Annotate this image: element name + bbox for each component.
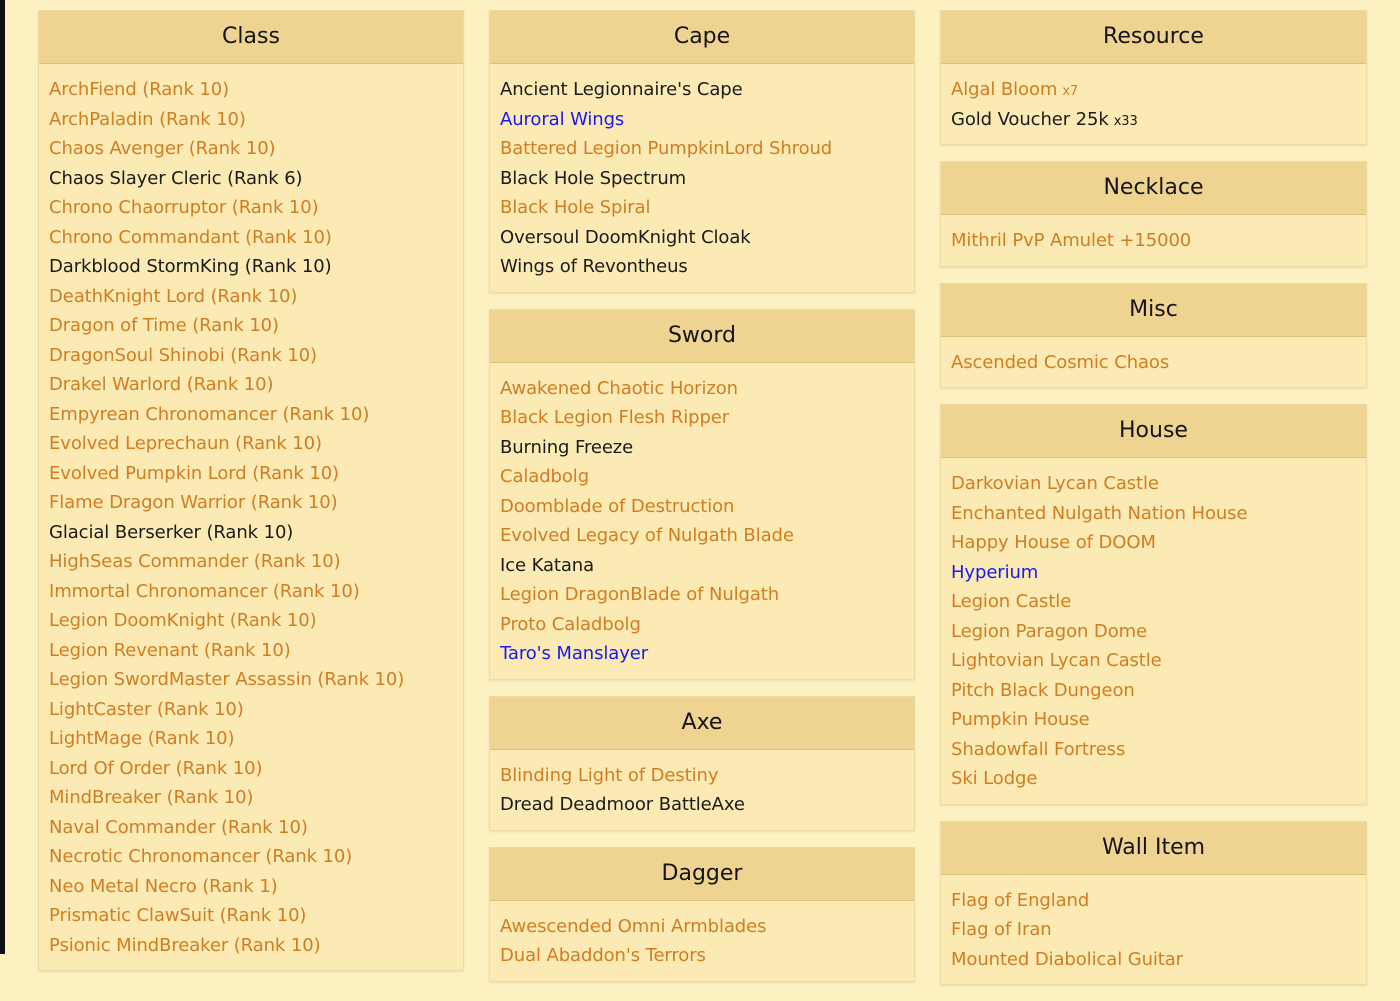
item-link[interactable] xyxy=(49,282,453,312)
item-name: LightCaster (Rank 10) xyxy=(49,698,244,720)
item-link[interactable] xyxy=(951,915,1356,945)
item-link[interactable] xyxy=(500,193,904,223)
item-link[interactable] xyxy=(500,374,904,404)
item-link[interactable] xyxy=(500,492,904,522)
item-name: Darkblood StormKing (Rank 10) xyxy=(49,256,332,277)
item-name: DragonSoul Shinobi (Rank 10) xyxy=(49,344,317,366)
item-name: Lord Of Order (Rank 10) xyxy=(49,757,263,779)
item-link[interactable] xyxy=(500,580,904,610)
item-name: Lightovian Lycan Castle xyxy=(951,650,1162,671)
panel-necklace-title: Necklace xyxy=(941,162,1366,215)
item-link[interactable] xyxy=(500,462,904,492)
item-name: Legion Castle xyxy=(951,591,1072,612)
item-name: Dread Deadmoor BattleAxe xyxy=(500,794,745,815)
panel-resource-list xyxy=(941,64,1366,144)
item-link xyxy=(500,551,904,581)
panel-necklace xyxy=(940,161,1367,267)
item-name: Chrono Chaorruptor (Rank 10) xyxy=(49,197,319,218)
item-link xyxy=(49,164,453,194)
item-link[interactable] xyxy=(49,901,453,931)
item-name: Awakened Chaotic Horizon xyxy=(500,377,738,399)
panel-class xyxy=(38,10,464,971)
panel-house-list xyxy=(941,458,1366,804)
item-name: Taro's Manslayer xyxy=(500,643,649,664)
item-link[interactable] xyxy=(500,639,904,669)
panel-wall-item xyxy=(940,821,1367,986)
item-name: Mounted Diabolical Guitar xyxy=(951,948,1183,970)
item-name: Chrono Commandant (Rank 10) xyxy=(49,226,332,248)
item-link[interactable] xyxy=(49,783,453,813)
item-link[interactable] xyxy=(951,469,1356,499)
item-link[interactable] xyxy=(500,105,904,135)
item-name: Auroral Wings xyxy=(500,108,625,130)
item-link[interactable] xyxy=(951,735,1356,765)
item-name: Shadowfall Fortress xyxy=(951,738,1126,760)
item-name: Ski Lodge xyxy=(951,768,1038,789)
item-link[interactable] xyxy=(951,499,1356,529)
item-name: Burning Freeze xyxy=(500,436,634,458)
item-link[interactable] xyxy=(49,223,453,253)
panel-dagger xyxy=(489,847,915,982)
item-link[interactable] xyxy=(500,941,904,971)
item-name: Prismatic ClawSuit (Rank 10) xyxy=(49,905,307,926)
item-name: Drakel Warlord (Rank 10) xyxy=(49,374,274,395)
item-link[interactable] xyxy=(951,705,1356,735)
item-name: Battered Legion PumpkinLord Shroud xyxy=(500,138,833,159)
item-link[interactable] xyxy=(49,665,453,695)
item-name: Blinding Light of Destiny xyxy=(500,764,719,786)
item-link[interactable] xyxy=(500,403,904,433)
item-link[interactable] xyxy=(951,617,1356,647)
item-link[interactable] xyxy=(49,577,453,607)
item-name: Legion Paragon Dome xyxy=(951,620,1148,642)
item-name: Gold Voucher 25k xyxy=(951,108,1109,130)
item-link[interactable] xyxy=(500,610,904,640)
item-link xyxy=(500,433,904,463)
item-link[interactable] xyxy=(951,528,1356,558)
item-name: Black Hole Spiral xyxy=(500,197,651,218)
panel-resource-title: Resource xyxy=(941,11,1366,64)
item-name: Ancient Legionnaire's Cape xyxy=(500,79,743,100)
item-link[interactable] xyxy=(49,488,453,518)
item-quantity: x7 xyxy=(1062,84,1079,99)
panel-axe-list xyxy=(490,750,914,830)
column-middle xyxy=(489,10,915,998)
item-name: Dragon of Time (Rank 10) xyxy=(49,315,279,336)
item-name: Flag of England xyxy=(951,889,1090,911)
item-link[interactable] xyxy=(951,945,1356,975)
panel-dagger-list xyxy=(490,901,914,981)
item-name: Caladbolg xyxy=(500,466,590,487)
item-name: Ice Katana xyxy=(500,554,595,576)
item-name: Naval Commander (Rank 10) xyxy=(49,816,308,838)
item-name: Glacial Berserker (Rank 10) xyxy=(49,521,294,543)
panel-dagger-title: Dagger xyxy=(490,848,914,901)
item-name: Awescended Omni Armblades xyxy=(500,915,767,937)
column-right xyxy=(940,10,1367,1001)
item-link[interactable] xyxy=(49,459,453,489)
panel-axe xyxy=(489,696,915,831)
item-link xyxy=(500,252,904,282)
item-link[interactable] xyxy=(49,193,453,223)
item-link[interactable] xyxy=(500,521,904,551)
item-name: Evolved Pumpkin Lord (Rank 10) xyxy=(49,462,339,484)
item-name: ArchFiend (Rank 10) xyxy=(49,79,230,100)
item-name: MindBreaker (Rank 10) xyxy=(49,787,254,808)
item-link[interactable] xyxy=(49,636,453,666)
item-name: ArchPaladin (Rank 10) xyxy=(49,108,246,130)
item-link[interactable] xyxy=(49,429,453,459)
item-link[interactable] xyxy=(49,606,453,636)
panel-resource xyxy=(940,10,1367,145)
item-name: Black Legion Flesh Ripper xyxy=(500,407,730,428)
item-name: Flame Dragon Warrior (Rank 10) xyxy=(49,492,338,513)
panel-cape xyxy=(489,10,915,293)
item-link[interactable] xyxy=(500,912,904,942)
item-link[interactable] xyxy=(49,370,453,400)
item-link[interactable] xyxy=(49,842,453,872)
panel-house xyxy=(940,404,1367,805)
item-name: Evolved Leprechaun (Rank 10) xyxy=(49,433,322,454)
item-link[interactable] xyxy=(49,695,453,725)
item-name: Proto Caladbolg xyxy=(500,613,641,635)
item-link[interactable] xyxy=(500,134,904,164)
item-link[interactable] xyxy=(951,886,1356,916)
item-name: Legion DragonBlade of Nulgath xyxy=(500,584,780,605)
item-name: Pitch Black Dungeon xyxy=(951,679,1135,701)
item-link[interactable] xyxy=(49,341,453,371)
panel-sword-list xyxy=(490,363,914,679)
item-link xyxy=(500,75,904,105)
item-name: Enchanted Nulgath Nation House xyxy=(951,502,1248,524)
item-name: Oversoul DoomKnight Cloak xyxy=(500,226,751,248)
item-name: Pumpkin House xyxy=(951,709,1090,730)
item-name: Darkovian Lycan Castle xyxy=(951,473,1159,494)
item-name: Ascended Cosmic Chaos xyxy=(951,351,1170,373)
panel-wall-item-list xyxy=(941,875,1366,985)
item-name: Algal Bloom xyxy=(951,79,1058,100)
panel-misc xyxy=(940,283,1367,389)
item-link[interactable] xyxy=(951,558,1356,588)
panel-wall-item-title: Wall Item xyxy=(941,822,1366,875)
item-name: Psionic MindBreaker (Rank 10) xyxy=(49,934,321,956)
item-link[interactable] xyxy=(49,134,453,164)
item-link[interactable] xyxy=(951,226,1356,256)
item-link[interactable] xyxy=(49,724,453,754)
item-link[interactable] xyxy=(951,75,1356,105)
item-name: Immortal Chronomancer (Rank 10) xyxy=(49,580,360,602)
item-name: Legion Revenant (Rank 10) xyxy=(49,639,291,661)
item-name: LightMage (Rank 10) xyxy=(49,728,235,749)
item-name: Empyrean Chronomancer (Rank 10) xyxy=(49,403,370,425)
item-link xyxy=(500,223,904,253)
item-name: Chaos Slayer Cleric (Rank 6) xyxy=(49,167,303,189)
item-link[interactable] xyxy=(951,676,1356,706)
item-link[interactable] xyxy=(951,348,1356,378)
item-name: Necrotic Chronomancer (Rank 10) xyxy=(49,846,353,867)
item-name: Happy House of DOOM xyxy=(951,532,1156,553)
item-name: Chaos Avenger (Rank 10) xyxy=(49,138,276,159)
item-name: Wings of Revontheus xyxy=(500,256,688,277)
panel-axe-title: Axe xyxy=(490,697,914,750)
panel-misc-list xyxy=(941,337,1366,388)
item-link[interactable] xyxy=(951,587,1356,617)
item-link[interactable] xyxy=(49,75,453,105)
panel-sword xyxy=(489,309,915,680)
panel-class-list xyxy=(39,64,463,970)
item-name: Neo Metal Necro (Rank 1) xyxy=(49,875,278,897)
item-name: Legion DoomKnight (Rank 10) xyxy=(49,610,317,631)
item-link[interactable] xyxy=(49,547,453,577)
panel-cape-title: Cape xyxy=(490,11,914,64)
item-link[interactable] xyxy=(49,931,453,961)
item-name: DeathKnight Lord (Rank 10) xyxy=(49,285,298,307)
item-link xyxy=(951,105,1356,135)
item-link xyxy=(49,252,453,282)
item-link xyxy=(49,518,453,548)
item-name: HighSeas Commander (Rank 10) xyxy=(49,551,341,572)
item-link[interactable] xyxy=(49,105,453,135)
column-left xyxy=(38,10,464,987)
item-link[interactable] xyxy=(49,754,453,784)
item-name: Dual Abaddon's Terrors xyxy=(500,945,706,966)
item-name: Mithril PvP Amulet +15000 xyxy=(951,230,1192,251)
item-link[interactable] xyxy=(49,311,453,341)
panel-class-title: Class xyxy=(39,11,463,64)
item-link[interactable] xyxy=(951,646,1356,676)
item-link[interactable] xyxy=(49,813,453,843)
panel-house-title: House xyxy=(941,405,1366,458)
item-quantity: x33 xyxy=(1113,113,1138,129)
item-name: Black Hole Spectrum xyxy=(500,167,687,189)
window-left-edge xyxy=(0,0,5,954)
item-link xyxy=(500,164,904,194)
panel-sword-title: Sword xyxy=(490,310,914,363)
item-link[interactable] xyxy=(49,400,453,430)
item-link[interactable] xyxy=(951,764,1356,794)
item-name: Legion SwordMaster Assassin (Rank 10) xyxy=(49,669,405,690)
item-link[interactable] xyxy=(49,872,453,902)
item-name: Flag of Iran xyxy=(951,919,1052,940)
item-name: Doomblade of Destruction xyxy=(500,495,735,517)
item-name: Evolved Legacy of Nulgath Blade xyxy=(500,525,794,546)
item-name: Hyperium xyxy=(951,561,1039,583)
item-link xyxy=(500,790,904,820)
item-link[interactable] xyxy=(500,761,904,791)
panel-cape-list xyxy=(490,64,914,292)
panel-necklace-list xyxy=(941,215,1366,266)
panel-misc-title: Misc xyxy=(941,284,1366,337)
